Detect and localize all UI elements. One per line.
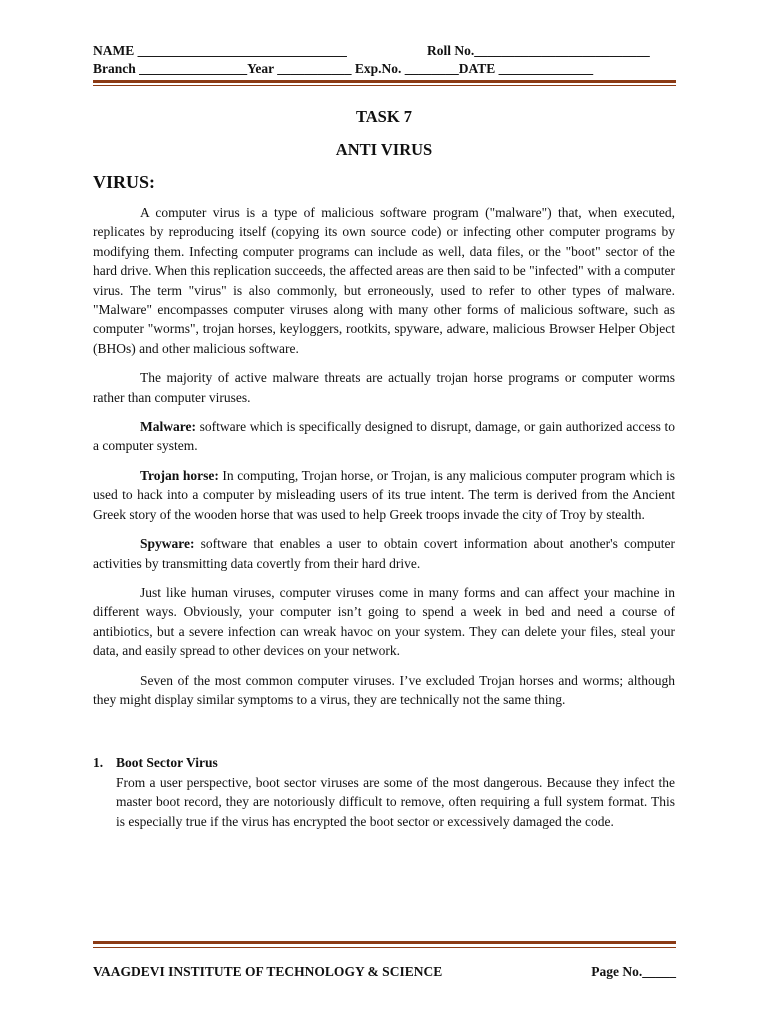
name-field: NAME _______________________________ — [93, 43, 347, 58]
definition-trojan-horse: In computing, Trojan horse, or Trojan, is any malicious computer program which is used to hack into a computer by misleading users of its true intent. The term is derived from the Ancient Greek story of the wooden horse that was used to help Greek troops invade the city of Troy by stealth. — [93, 467, 675, 522]
header-row-1 — [93, 43, 675, 59]
paragraph-virus-definition: A computer virus is a type of malicious software program ("malware") that, when executed, replicates by reproducing itself (copying its own source code) or infecting other computer programs by modifying them. Infecting computer programs can include as well, data files, or the "boot" sector of the hard drive. When this replication succeeds, the affected areas are then said to be "infected" with a computer virus. The term "virus" is also commonly, but erroneously, used to refer to other types of malware. "Malware" encompasses computer viruses along with many other forms of malicious software, such as computer "worms", trojan horses, keyloggers, rootkits, spyware, adware, malicious Browser Helper Object (BHOs) and other malicious software. — [93, 205, 675, 356]
paragraph-common-viruses: Seven of the most common computer viruses. I’ve excluded Trojan horses and worms; although they might display similar symptoms to a virus, they are technically not the same thing. — [93, 672, 675, 707]
paragraph-trojan-horse — [93, 466, 675, 524]
institute-name: VAAGDEVI INSTITUTE OF TECHNOLOGY & SCIENCE — [93, 964, 443, 979]
body-text — [93, 203, 675, 831]
definition-malware: software which is specifically designed to disrupt, damage, or gain authorized access to a computer system. — [93, 419, 675, 454]
term-trojan-horse: Trojan horse: — [140, 467, 219, 483]
paragraph-malware — [93, 417, 675, 456]
header-rule-thin — [93, 85, 676, 86]
definition-spyware: software that enables a user to obtain covert information about another's computer activities by transmitting data covertly from their hard drive. — [93, 536, 675, 571]
term-malware: Malware: — [140, 419, 196, 435]
list-item-boot-sector-virus — [93, 753, 675, 831]
term-spyware: Spyware: — [140, 536, 195, 552]
page-number-field: Page No._____ — [591, 964, 676, 979]
paragraph-malware-threats: The majority of active malware threats are actually trojan horse programs or computer worms rather than computer viruses. — [93, 370, 675, 405]
section-heading: VIRUS: — [93, 172, 156, 192]
header-row-2: Branch ________________Year ___________ Exp.No. ________DATE ______________ — [93, 61, 594, 76]
list-item-title: Boot Sector Virus — [116, 755, 218, 771]
paragraph-virus-forms: Just like human viruses, computer viruses come in many forms and can affect your machine in different ways. Obviously, your computer isn’t going to spend a week in bed and need a course of antibiotics, but a severe infection can wreak havoc on your system. They can delete your files, steal your data, and easily spread to other devices on your network. — [93, 584, 675, 659]
footer — [93, 964, 676, 980]
list-item-text: From a user perspective, boot sector viruses are some of the most dangerous. Because they infect the master boot record, they are notoriously difficult to remove, often requiring a full system format. This is especially true if the virus has encrypted the boot sector or excessively damaged the code. — [116, 774, 675, 829]
header-rule-thick — [93, 80, 676, 83]
task-title: TASK 7 — [355, 107, 413, 126]
list-item-number: 1. — [93, 755, 104, 771]
paragraph-spyware — [93, 534, 675, 573]
roll-number-field: Roll No.__________________________ — [427, 43, 650, 58]
footer-rule-thick — [93, 941, 676, 944]
document-title: ANTI VIRUS — [335, 140, 433, 159]
footer-rule-thin — [93, 947, 676, 948]
